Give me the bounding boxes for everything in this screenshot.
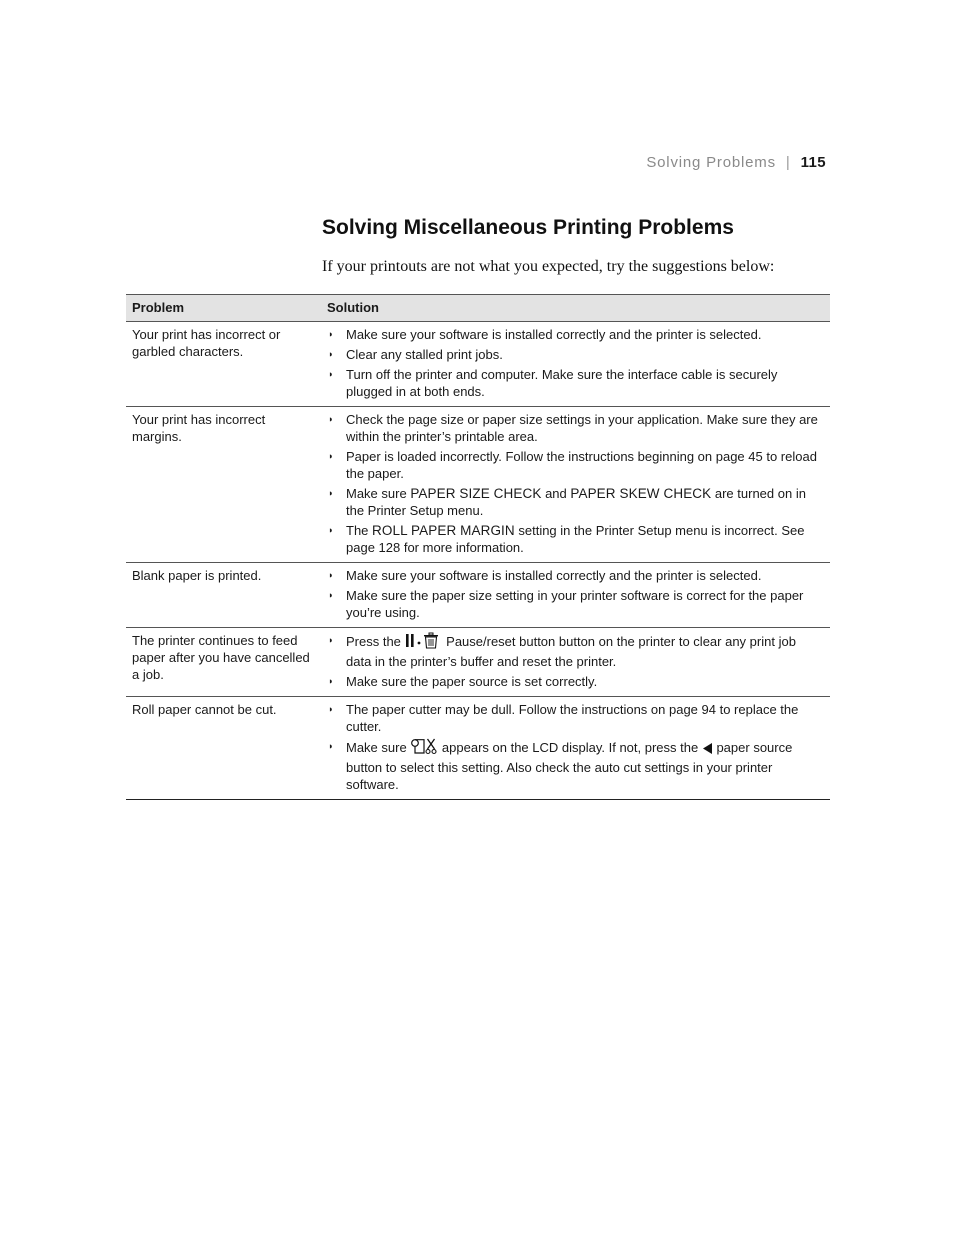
page-number: 115 — [800, 154, 826, 171]
solution-text-pre: Make sure — [346, 740, 411, 755]
solution-item — [327, 587, 824, 621]
solution-item — [327, 632, 824, 670]
bullet-icon: ◗ — [328, 741, 334, 751]
solution-column-header: Solution — [321, 295, 830, 322]
table-row — [126, 697, 830, 800]
solution-list — [327, 411, 824, 556]
solution-text: Turn off the printer and computer. Make sure the interface cable is securely plugged in at both ends. — [346, 367, 778, 399]
solution-text-mid: appears on the LCD display. If not, press the — [438, 740, 702, 755]
solution-text: Make sure the paper size setting in your printer software is correct for the paper you’re using. — [346, 588, 804, 620]
problem-column-header: Problem — [126, 295, 321, 322]
problem-cell: Blank paper is printed. — [126, 563, 321, 628]
solution-item — [327, 567, 824, 584]
solution-list — [327, 632, 824, 690]
bullet-icon: ◗ — [328, 329, 334, 339]
bullet-icon: ◗ — [328, 349, 334, 359]
bullet-icon: ◗ — [328, 635, 334, 645]
header-separator: | — [785, 154, 791, 171]
bullet-icon: ◗ — [328, 369, 334, 379]
bullet-icon: ◗ — [328, 451, 334, 461]
solution-text: Check the page size or paper size settings in your application. Make sure they are within the printer’s printable area. — [346, 412, 818, 444]
solution-item — [327, 673, 824, 690]
solution-text: Make sure the paper source is set correctly. — [346, 674, 598, 689]
problem-cell: The printer continues to feed paper after you have cancelled a job. — [126, 628, 321, 697]
table-header-row — [126, 295, 830, 322]
pause-reset-icon — [405, 632, 443, 653]
solution-item — [327, 346, 824, 363]
solution-cell — [321, 563, 830, 628]
solution-item — [327, 366, 824, 400]
table-row — [126, 563, 830, 628]
bullet-icon: ◗ — [328, 704, 334, 714]
table-row — [126, 322, 830, 407]
roll-auto-cut-icon — [410, 738, 438, 759]
solution-cell — [321, 697, 830, 800]
solution-text-mid: and — [541, 486, 571, 501]
solution-text: Make sure your software is installed correctly and the printer is selected. — [346, 327, 762, 342]
solution-text: Paper is loaded incorrectly. Follow the instructions beginning on page 45 to reload the paper. — [346, 449, 817, 481]
solution-text: The paper cutter may be dull. Follow the instructions on page 94 to replace the cutter. — [346, 702, 799, 734]
solution-cell — [321, 628, 830, 697]
setting-name-paper-skew-check: PAPER SKEW CHECK — [570, 486, 712, 501]
solution-item — [327, 701, 824, 735]
solution-text-pre: Make sure — [346, 486, 411, 501]
table-row — [126, 628, 830, 697]
setting-name-paper-size-check: PAPER SIZE CHECK — [410, 486, 542, 501]
solution-list — [327, 326, 824, 400]
problem-cell: Your print has incorrect or garbled characters. — [126, 322, 321, 407]
bullet-icon: ◗ — [328, 414, 334, 424]
problem-cell: Your print has incorrect margins. — [126, 407, 321, 563]
solution-item — [327, 411, 824, 445]
solution-cell — [321, 407, 830, 563]
solution-item — [327, 485, 824, 519]
solution-text-post: setting in the Printer Setup menu is incorrect. See page 128 for more information. — [346, 523, 805, 555]
bullet-icon: ◗ — [328, 570, 334, 580]
section-name: Solving Problems — [646, 154, 776, 171]
problem-cell: Roll paper cannot be cut. — [126, 697, 321, 800]
table-row — [126, 407, 830, 563]
solution-item — [327, 326, 824, 343]
intro-paragraph: If your printouts are not what you expected, try the suggestions below: — [322, 258, 775, 275]
solution-list — [327, 701, 824, 793]
setting-name-roll-paper-margin: ROLL PAPER MARGIN — [372, 523, 515, 538]
solution-item — [327, 448, 824, 482]
left-triangle-icon — [702, 742, 713, 759]
page-title: Solving Miscellaneous Printing Problems — [322, 216, 734, 239]
bullet-icon: ◗ — [328, 488, 334, 498]
solution-list — [327, 567, 824, 621]
solution-text-post: Pause/reset button button on the printer to clear any print job data in the printer’s buffer and reset the printer. — [346, 634, 796, 669]
solution-text-post: are turned on in the Printer Setup menu. — [346, 486, 806, 518]
solution-text-pre: Press the — [346, 634, 405, 649]
solution-text: Clear any stalled print jobs. — [346, 347, 503, 362]
solution-text: Make sure your software is installed correctly and the printer is selected. — [346, 568, 762, 583]
bullet-icon: ◗ — [328, 590, 334, 600]
solution-cell — [321, 322, 830, 407]
bullet-icon: ◗ — [328, 525, 334, 535]
solution-text-post: paper source button to select this setting. Also check the auto cut settings in your printer software. — [346, 740, 793, 792]
solution-text-pre: The — [346, 523, 373, 538]
solution-item — [327, 522, 824, 556]
solution-item — [327, 738, 824, 793]
troubleshooting-table — [126, 294, 830, 800]
bullet-icon: ◗ — [328, 676, 334, 686]
running-header — [646, 154, 826, 171]
